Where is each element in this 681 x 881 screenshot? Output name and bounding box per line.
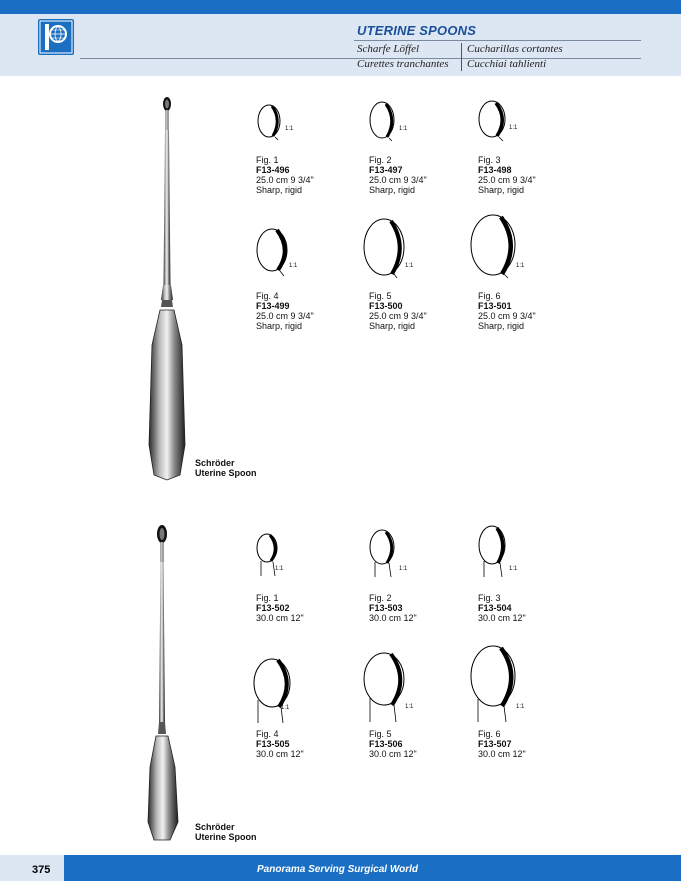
figure-caption: Fig. 3 F13-504 30.0 cm 12" [478,593,526,623]
figure-item [369,527,489,627]
title-divider [354,40,641,41]
top-bar [0,0,681,14]
footer-tagline: Panorama Serving Surgical World [257,864,418,875]
spoon-tip-drawing [363,650,423,725]
figure-caption: Fig. 3 F13-498 25.0 cm 9 3/4" Sharp, rigid [478,155,536,195]
subtitle-separator [461,43,462,71]
figure-caption: Fig. 4 F13-505 30.0 cm 12" [256,729,304,759]
figure-caption: Fig. 5 F13-500 25.0 cm 9 3/4" Sharp, rigid [369,291,427,331]
product-name: Schröder Uterine Spoon [195,822,257,842]
spoon-tip-drawing [363,214,423,280]
spoon-tip-drawing [369,100,429,150]
subtitle-italian: Cucchiai tahlienti [467,58,547,70]
figure-caption: Fig. 6 F13-501 25.0 cm 9 3/4" Sharp, rigid [478,291,536,331]
subtitle-spanish: Cucharillas cortantes [467,43,563,55]
product-name: Schröder Uterine Spoon [195,458,257,478]
scale-label: 1:1 [509,566,518,572]
spoon-tip-drawing [478,523,538,579]
scale-label: 1:1 [285,126,294,132]
page-header [0,14,681,76]
figure-item [478,100,598,200]
figure-item [256,220,376,331]
figure-caption: Fig. 1 F13-496 25.0 cm 9 3/4" Sharp, rigid [256,155,314,195]
figure-caption: Fig. 2 F13-497 25.0 cm 9 3/4" Sharp, rigid [369,155,427,195]
uterine-spoon-instrument-image [140,522,200,842]
figure-item [478,523,598,623]
figure-caption: Fig. 4 F13-499 25.0 cm 9 3/4" Sharp, rigid [256,291,314,331]
scale-label: 1:1 [275,566,284,572]
spoon-tip-drawing [256,220,316,282]
scale-label: 1:1 [509,125,518,131]
figure-caption: Fig. 2 F13-503 30.0 cm 12" [369,593,417,623]
scale-label: 1:1 [399,566,408,572]
figure-item [256,530,376,630]
scale-label: 1:1 [405,263,414,269]
scale-label: 1:1 [405,704,414,710]
globe-logo-icon [38,19,74,55]
spoon-tip-drawing [470,210,530,280]
page-title: UTERINE SPOONS [357,23,477,38]
figure-item [363,650,483,759]
figure-item [470,210,590,331]
subtitle-german: Scharfe Löffel [357,43,420,55]
spoon-tip-drawing [256,100,316,150]
figure-item [470,644,590,759]
figure-item [256,100,376,200]
figure-item [250,655,370,759]
spoon-tip-drawing [470,644,532,724]
scale-label: 1:1 [516,263,525,269]
spoon-tip-drawing [250,655,310,725]
figure-caption: Fig. 6 F13-507 30.0 cm 12" [478,729,526,759]
figure-caption: Fig. 5 F13-506 30.0 cm 12" [369,729,417,759]
spoon-tip-drawing [478,100,538,150]
subtitle-french: Curettes tranchantes [357,58,449,70]
page-number: 375 [32,864,51,876]
scale-label: 1:1 [399,126,408,132]
scale-label: 1:1 [289,263,298,269]
uterine-spoon-instrument-image [140,95,200,485]
scale-label: 1:1 [281,705,290,711]
scale-label: 1:1 [516,704,525,710]
figure-item [363,214,483,331]
figure-item [369,100,489,200]
spoon-tip-drawing [256,530,316,580]
figure-caption: Fig. 1 F13-502 30.0 cm 12" [256,593,304,623]
